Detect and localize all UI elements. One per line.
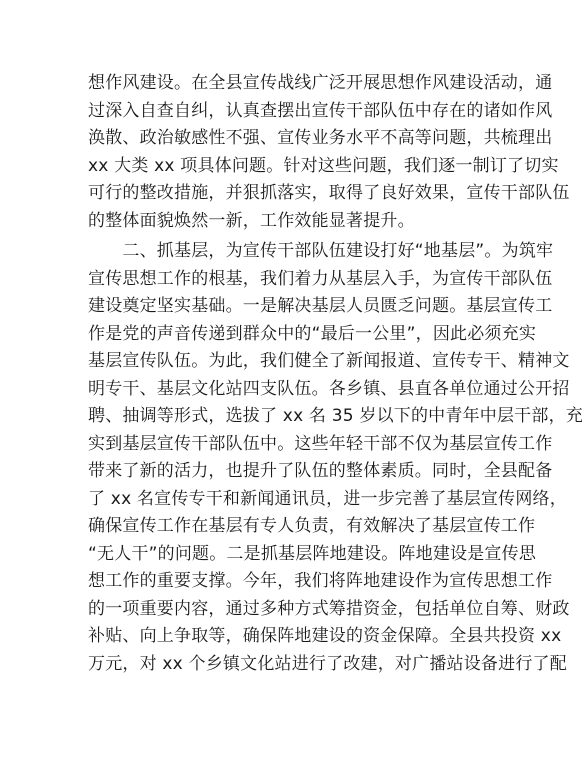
text-line: 涣散、政治敏感性不强、宣传业务水平不高等问题，共梳理出 [88, 128, 553, 148]
text-line: 补贴、向上争取等，确保阵地建设的资金保障。全县共投资 xx [88, 626, 562, 646]
text-line: 的一项重要内容，通过多种方式筹措资金，包括单位自筹、财政 [88, 598, 570, 619]
text-line: 了 xx 名宣传专干和新闻通讯员，进一步完善了基层宣传网络， [88, 488, 567, 509]
text-line: 明专干、基层文化站四支队伍。各乡镇、县直各单位通过公开招 [88, 378, 570, 399]
text-line: 想作风建设。在全县宣传战线广泛开展思想作风建设活动，通 [88, 73, 553, 93]
text-line: 可行的整改措施，并狠抓落实，取得了良好效果，宣传干部队伍 [88, 183, 570, 203]
text-line: “无人干”的问题。二是抓基层阵地建设。阵地建设是宣传思 [88, 543, 537, 564]
text-line: 带来了新的活力，也提升了队伍的整体素质。同时，全县配备 [88, 461, 553, 481]
text-line: 基层宣传队伍。为此，我们健全了新闻报道、宣传专干、精神文 [88, 351, 570, 371]
text-line: 万元，对 xx 个乡镇文化站进行了改建，对广播站设备进行了配 [88, 653, 567, 674]
text-line: 过深入自查自纠，认真查摆出宣传干部队伍中存在的诸如作风 [88, 100, 553, 121]
text-line: 确保宣传工作在基层有专人负责，有效解决了基层宣传工作 [88, 516, 536, 536]
text-line: 建设奠定坚实基础。一是解决基层人员匮乏问题。基层宣传工 [88, 296, 553, 316]
text-line: 作是党的声音传递到群众中的“最后一公里”，因此必须充实 [88, 323, 537, 344]
text-line: xx 大类 xx 项具体问题。针对这些问题，我们逐一制订了切实 [88, 155, 559, 176]
document-body [88, 70, 583, 678]
text-line: 二、抓基层，为宣传干部队伍建设打好“地基层”。为筑牢 [88, 241, 554, 261]
text-line: 想工作的重要支撑。今年，我们将阵地建设作为宣传思想工作 [88, 571, 553, 591]
text-line: 的整体面貌焕然一新，工作效能显著提升。 [88, 210, 415, 231]
text-line: 宣传思想工作的根基，我们着力从基层入手，为宣传干部队伍 [88, 268, 553, 289]
text-line: 实到基层宣传干部队伍中。这些年轻干部不仅为基层宣传工作 [88, 433, 553, 454]
text-line: 聘、抽调等形式，选拔了 xx 名 35 岁以下的中青年中层干部，充 [88, 406, 583, 426]
